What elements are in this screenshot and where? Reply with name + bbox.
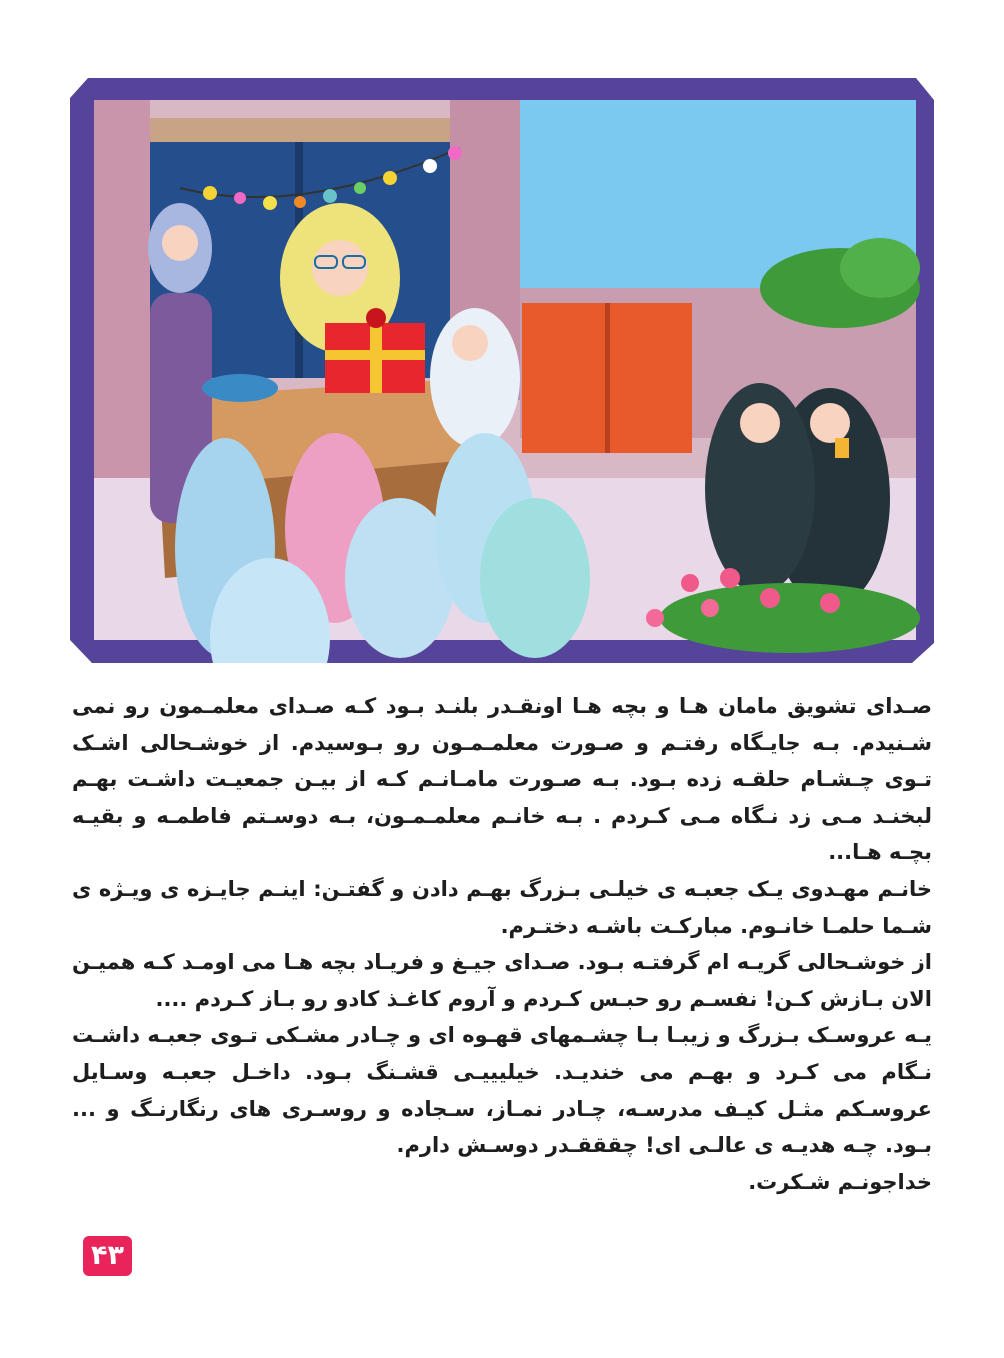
paragraph-4: یـه عروسـک بـزرگ و زیبـا بـا چشـمهای قهـوه ای و چـادر مشـکی تـوی جعبـه داشـت نـگام می کـرد و بهـم می خندیـد. خیلیییـی قشـنگ بـود. داخـل جعبـه وسـایل عروسـکم مثـل کیـف مدرسـه، چـادر نمـاز، سـجاده و روسـری های رنگارنـگ و ... بـود. چـه هدیـه ی عالـی ای! چقققـدر دوسـش دارم. (72, 1023, 932, 1158)
paragraph-3: از خوشـحالی گریـه ام گرفتـه بـود. صـدای جیـغ و فریـاد بچه هـا می اومـد کـه همیـن الان بـازش کـن! نفسـم رو حبـس کـردم و آروم کاغـذ کادو رو بـاز کـردم .... (72, 950, 932, 1011)
classroom-gift-illustration (70, 78, 934, 663)
paragraph-1: صـدای تشویق مامان هـا و بچه هـا اونقـدر بلنـد بـود کـه صـدای معلمـمون رو نمی شـنیدم. بـه جایـگاه رفتـم و صـورت معلمـمـون رو بـوسیدم. از خوشـحالی اشـک تـوی چـشـام حلقـه زده بـود. بـه صـورت مامـانـم کـه از بیـن جمعیـت داشـت بهـم لبخنـد مـی زد نـگاه مـی کـردم . بـه خانـم معلمـمـون، بـه دوسـتم فاطمـه و بقیـه بچـه هـا... (72, 694, 932, 865)
paragraph-2: خانـم مهـدوی یـک جعبـه ی خیلـی بـزرگ بهـم دادن و گفتـن: اینـم جایـزه ی ویـژه ی شـما حلمـا خانـوم. مبارکـت باشـه دختـرم. (72, 876, 932, 938)
story-text (72, 688, 932, 1200)
illustration-frame (70, 78, 934, 663)
scene (94, 100, 920, 663)
paragraph-5: خداجونـم شـکرت. (748, 1169, 932, 1194)
page-number-badge: ۴۳ (83, 1236, 132, 1276)
